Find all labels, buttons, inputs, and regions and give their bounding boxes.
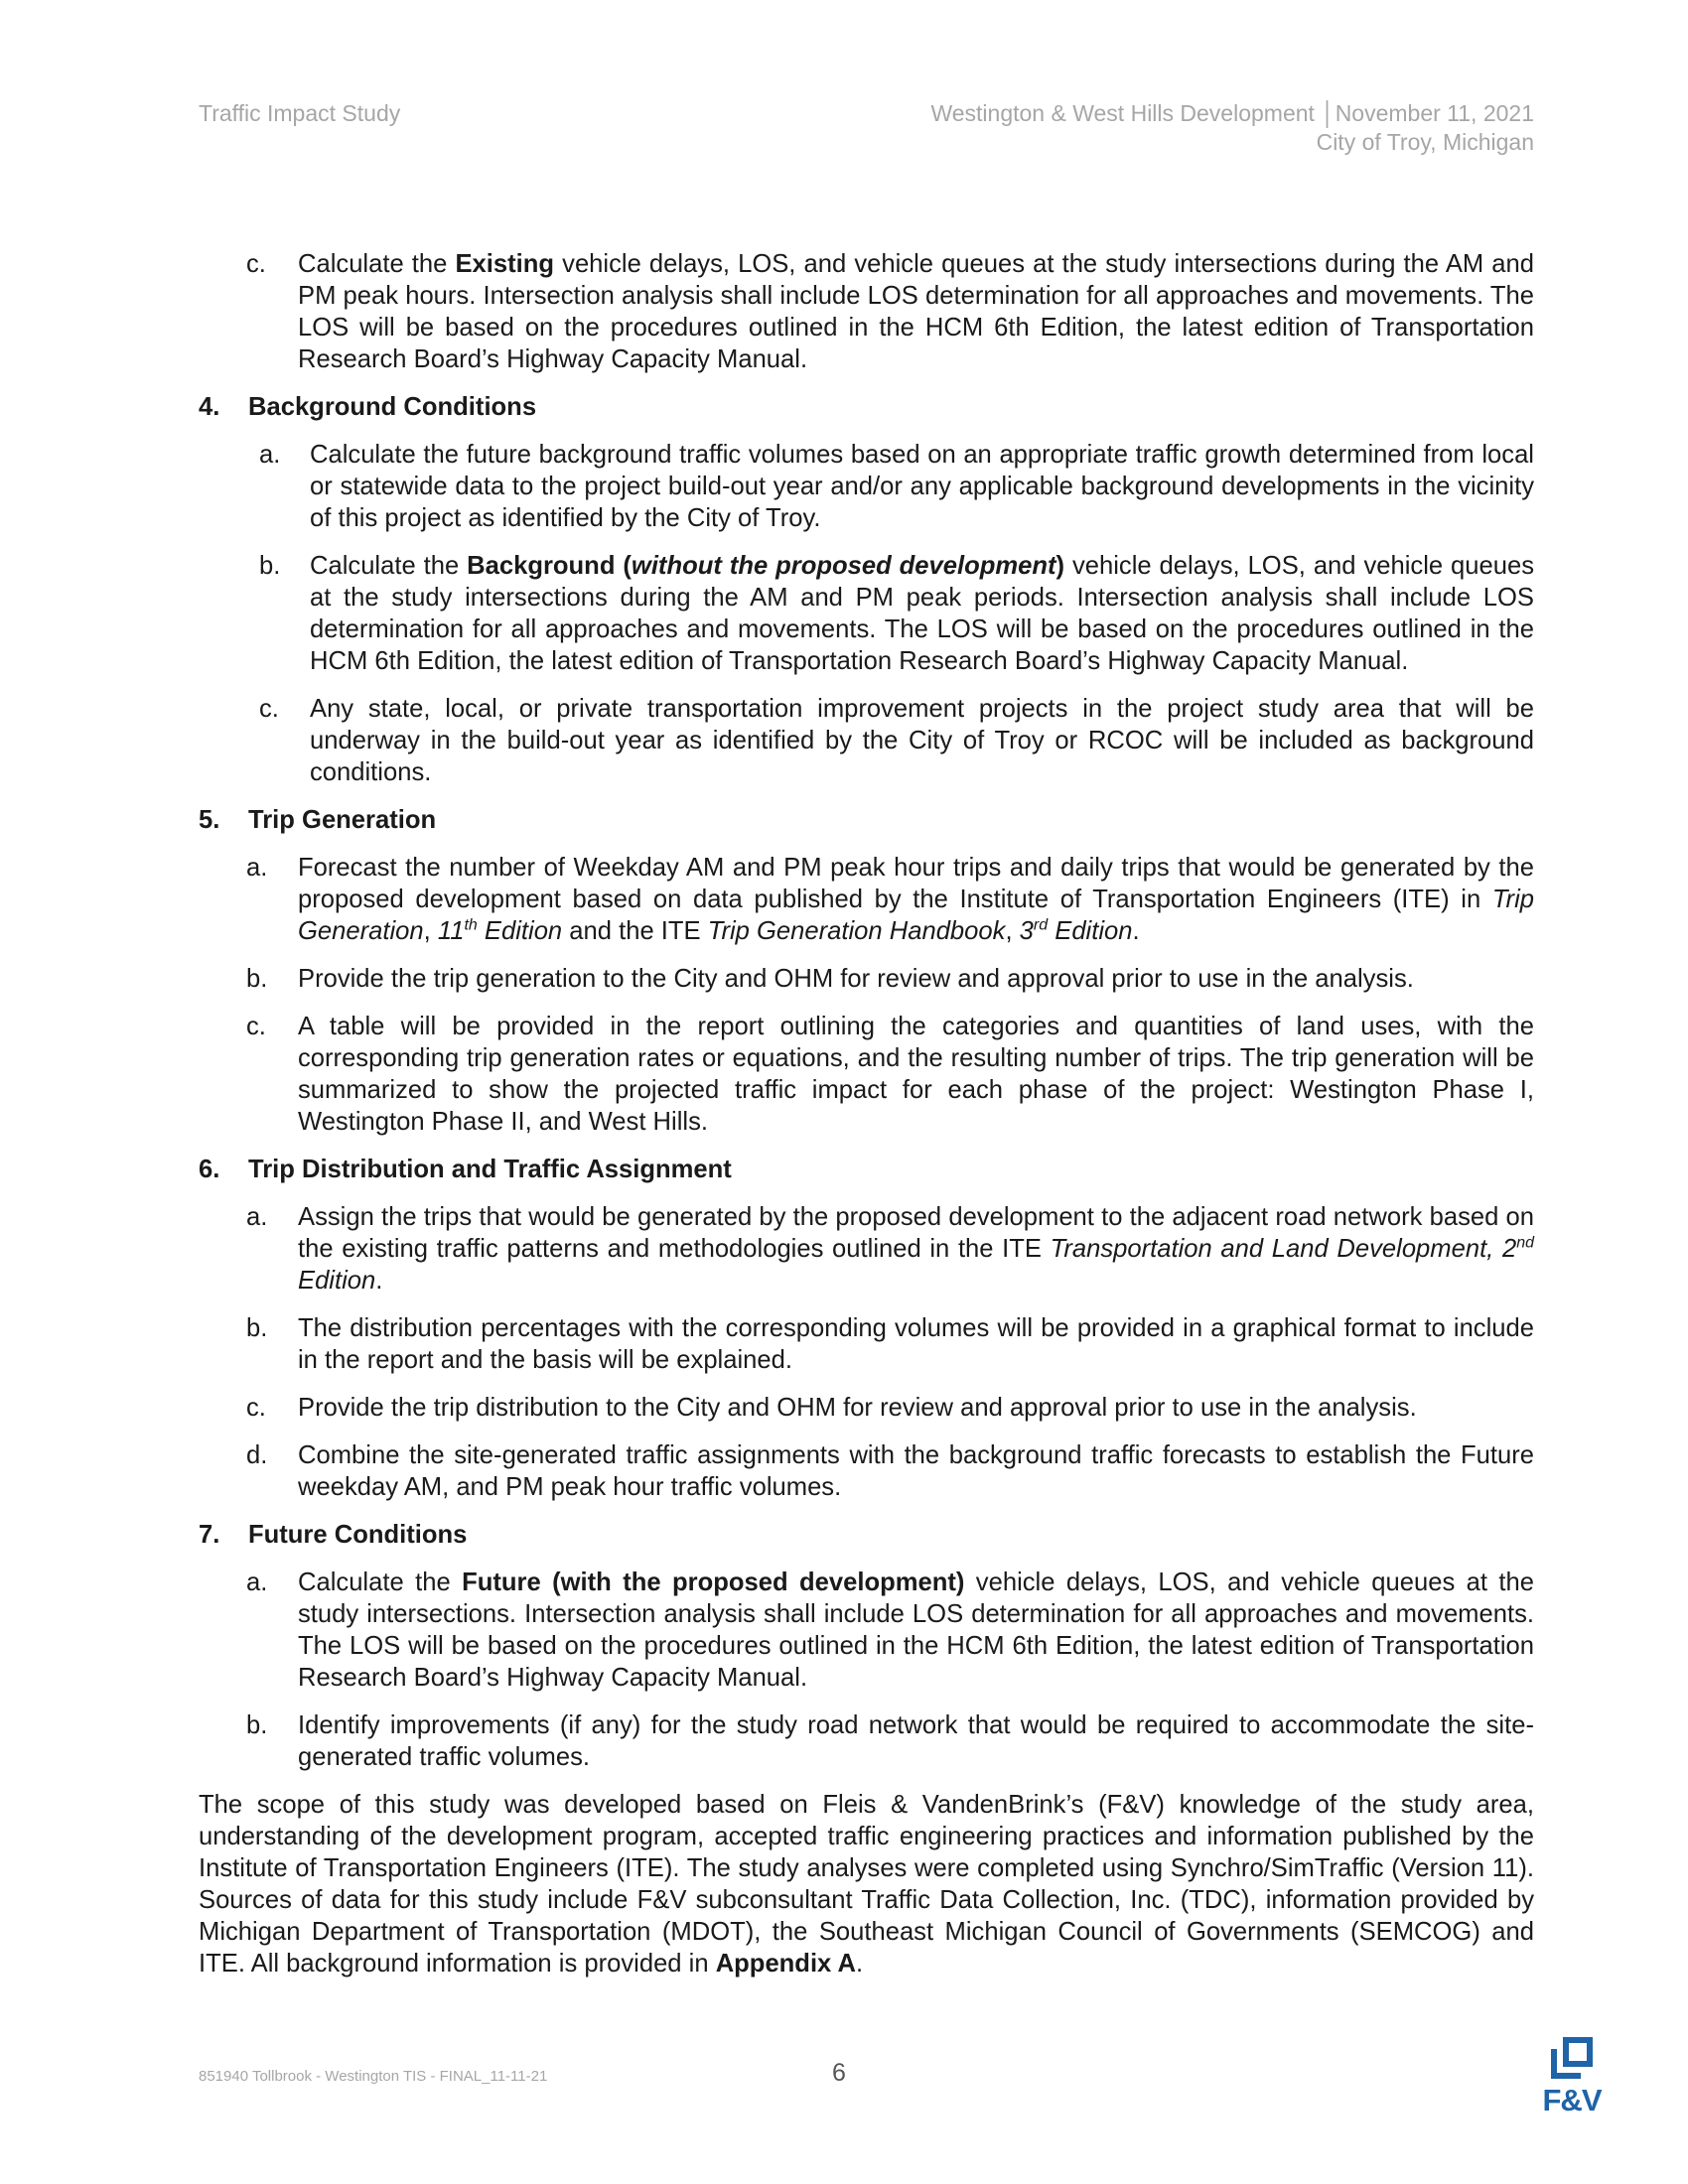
section-title: Background Conditions bbox=[248, 393, 537, 421]
list-marker: a. bbox=[246, 1569, 268, 1596]
list-marker: a. bbox=[246, 854, 268, 882]
list-marker: c. bbox=[259, 695, 279, 723]
list-marker: b. bbox=[259, 552, 281, 580]
list-marker: b. bbox=[246, 1314, 268, 1342]
list-item bbox=[199, 1011, 1534, 1138]
list-marker: d. bbox=[246, 1441, 268, 1469]
section-number: 4. bbox=[199, 393, 220, 421]
list-text: Forecast the number of Weekday AM and PM peak hour trips and daily trips that would be generated by the proposed development based on data published by the Institute of Transportation Engineers (ITE) in Trip Generation, 11th Edition and the ITE Trip Generation Handbook, 3rd Edition. bbox=[298, 854, 1534, 945]
section-number: 6. bbox=[199, 1156, 220, 1183]
list-text: Calculate the Existing vehicle delays, LOS, and vehicle queues at the study intersections during the AM and PM peak hours. Intersection analysis shall include LOS determination for all approaches and movements. The LOS will be based on the procedures outlined in the HCM 6th Edition, the latest edition of Transportation Research Board’s Highway Capacity Manual. bbox=[298, 250, 1535, 373]
list-text: Provide the trip generation to the City and OHM for review and approval prior to use in the analysis. bbox=[298, 965, 1414, 993]
section-number: 5. bbox=[199, 806, 220, 834]
list-item bbox=[199, 1567, 1534, 1694]
header-title: Traffic Impact Study bbox=[199, 100, 401, 126]
logo-text: F&V bbox=[1542, 2083, 1602, 2117]
list-item bbox=[199, 1439, 1534, 1503]
list-marker: b. bbox=[246, 965, 268, 993]
list-text: A table will be provided in the report outlining the categories and quantities of land uses, with the corresponding trip generation rates or equations, and the resulting number of trips. The trip generation will be summarized to show the projected traffic impact for each phase of the project: Westington Phase I, Westington Phase II, and West Hills. bbox=[298, 1013, 1534, 1136]
list-marker: c. bbox=[246, 250, 266, 278]
section-title: Trip Distribution and Traffic Assignment bbox=[248, 1156, 732, 1183]
list-text: The distribution percentages with the corresponding volumes will be provided in a graphical format to include in the report and the basis will be explained. bbox=[298, 1314, 1534, 1374]
section-number: 7. bbox=[199, 1521, 220, 1549]
list-item bbox=[199, 248, 1534, 375]
section-heading bbox=[199, 804, 1534, 836]
list-text: Calculate the Future (with the proposed development) vehicle delays, LOS, and vehicle queues at the study intersections. Intersection analysis shall include LOS determination for all approaches and movements. The LOS will be based on the procedures outlined in the HCM 6th Edition, the latest edition of Transportation Research Board’s Highway Capacity Manual. bbox=[298, 1569, 1534, 1692]
list-item bbox=[199, 852, 1534, 947]
section-heading bbox=[199, 1154, 1534, 1185]
list-item bbox=[199, 1392, 1534, 1424]
list-marker: c. bbox=[246, 1394, 266, 1422]
list-item bbox=[199, 1312, 1534, 1376]
list-marker: a. bbox=[246, 1203, 268, 1231]
closing-paragraph: The scope of this study was developed based on Fleis & VandenBrink’s (F&V) knowledge of the study area, understanding of the development program, accepted traffic engineering practices and information published by the Institute of Transportation Engineers (ITE). The study analyses were completed using Synchro/SimTraffic (Version 11). Sources of data for this study include F&V subconsultant Traffic Data Collection, Inc. (TDC), information provided by Michigan Department of Transportation (MDOT), the Southeast Michigan Council of Governments (SEMCOG) and ITE. All background information is provided in Appendix A. bbox=[199, 1791, 1534, 1978]
list-text: Assign the trips that would be generated by the proposed development to the adjacent road network based on the existing traffic patterns and methodologies outlined in the ITE Transportation and Land Development, 2nd Edition. bbox=[298, 1203, 1534, 1295]
logo-square-back bbox=[1551, 2049, 1581, 2079]
list-text: Combine the site-generated traffic assignments with the background traffic forecasts to establish the Future weekday AM, and PM peak hour traffic volumes. bbox=[298, 1441, 1534, 1501]
list-item bbox=[199, 1201, 1534, 1297]
list-item bbox=[199, 550, 1534, 677]
list-text: Identify improvements (if any) for the study road network that would be required to accommodate the site-generated traffic volumes. bbox=[298, 1711, 1534, 1771]
section-title: Trip Generation bbox=[248, 806, 437, 834]
page-number: 6 bbox=[832, 2059, 846, 2087]
document-body bbox=[199, 248, 1534, 1979]
list-text: Any state, local, or private transportation improvement projects in the project study area that will be underway in the build-out year as identified by the City of Troy or RCOC will be included as background conditions. bbox=[310, 695, 1534, 786]
header-project-date: Westington & West Hills Development │November 11, 2021 bbox=[930, 100, 1534, 126]
section-heading bbox=[199, 1519, 1534, 1551]
header-location: City of Troy, Michigan bbox=[1316, 129, 1534, 155]
list-marker: a. bbox=[259, 441, 281, 469]
list-text: Calculate the Background (without the proposed development) vehicle delays, LOS, and vehicle queues at the study intersections during the AM and PM peak periods. Intersection analysis shall include LOS determination for all approaches and movements. The LOS will be based on the procedures outlined in the HCM 6th Edition, the latest edition of Transportation Research Board’s Highway Capacity Manual. bbox=[310, 552, 1534, 675]
list-marker: b. bbox=[246, 1711, 268, 1739]
list-item bbox=[199, 1709, 1534, 1773]
list-text: Calculate the future background traffic volumes based on an appropriate traffic growth determined from local or statewide data to the project build-out year and/or any applicable background developments in the vicinity of this project as identified by the City of Troy. bbox=[310, 441, 1534, 532]
list-item bbox=[199, 963, 1534, 995]
list-item bbox=[199, 693, 1534, 788]
section-heading bbox=[199, 391, 1534, 423]
header-project-info bbox=[930, 99, 1534, 157]
list-item bbox=[199, 439, 1534, 534]
list-marker: c. bbox=[246, 1013, 266, 1040]
company-logo bbox=[1537, 2037, 1607, 2122]
footer-file-name: 851940 Tollbrook - Westington TIS - FINAL_11-11-21 bbox=[199, 2068, 548, 2085]
section-title: Future Conditions bbox=[248, 1521, 468, 1549]
list-text: Provide the trip distribution to the City and OHM for review and approval prior to use in the analysis. bbox=[298, 1394, 1417, 1422]
